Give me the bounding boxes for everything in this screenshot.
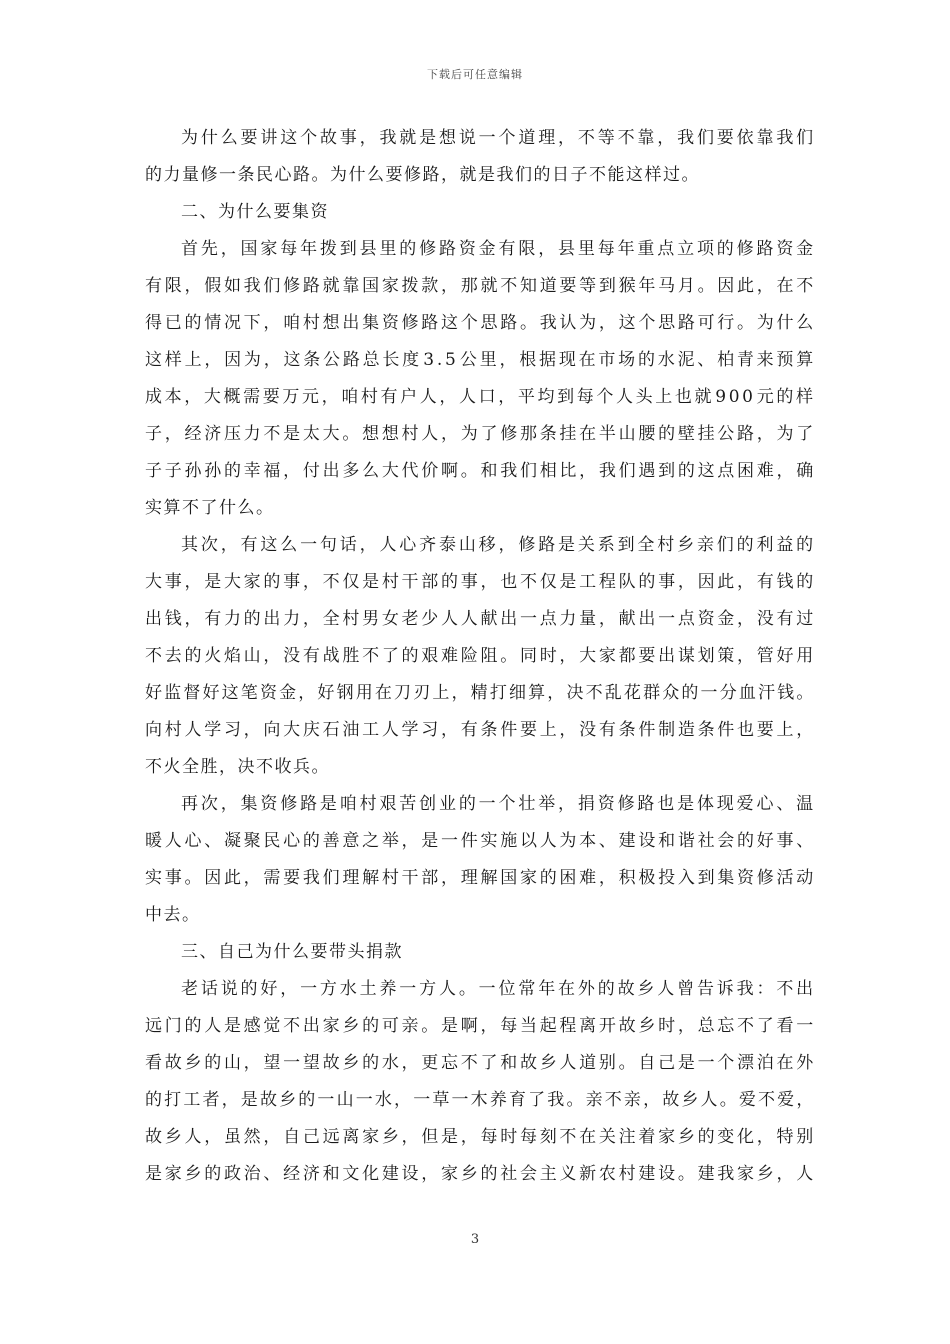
text-line: 中去。 (145, 905, 201, 925)
text-line: 出 钱 ， 有 力 的 出 力 ， 全 村 男 女 老 少 人 人 献 出 一 点 力 量 ， 献 出 一 点 资 金 ， 没 有 过 (145, 609, 815, 629)
text-line: 老 话 说 的 好 ， 一 方 水 土 养 一 方 人 。 一 位 常 年 在 外 的 故 乡 人 曾 告 诉 我 ： 不 出 (181, 979, 815, 999)
text-line: 向 村 人 学 习 ， 向 大 庆 石 油 工 人 学 习 ， 有 条 件 要 上 ， 没 有 条 件 制 造 条 件 也 要 上 ， (145, 720, 815, 740)
text-line: 这 样 上 ， 因 为 ， 这 条 公 路 总 长 度 3 . 5 公 里 ， 根 据 现 在 市 场 的 水 泥 、 柏 青 来 预 算 (145, 350, 815, 370)
text-line: 二、为什么要集资 (181, 202, 329, 222)
text-line: 三、自己为什么要带头捐款 (181, 942, 403, 962)
text-line: 为 什 么 要 讲 这 个 故 事 ， 我 就 是 想 说 一 个 道 理 ， 不 等 不 靠 ， 我 们 要 依 靠 我 们 (181, 128, 815, 148)
text-line: 暖 人 心 、 凝 聚 民 心 的 善 意 之 举 ， 是 一 件 实 施 以 人 为 本 、 建 设 和 谐 社 会 的 好 事 、 (145, 831, 815, 851)
text-line: 不火全胜，决不收兵。 (145, 757, 330, 777)
text-line: 故 乡 人 ， 虽 然 ， 自 己 远 离 家 乡 ， 但 是 ， 每 时 每 刻 不 在 关 注 着 家 乡 的 变 化 ， 特 别 (145, 1127, 815, 1147)
text-line: 看 故 乡 的 山 ， 望 一 望 故 乡 的 水 ， 更 忘 不 了 和 故 乡 人 道 别 。 自 己 是 一 个 漂 泊 在 外 (145, 1053, 815, 1073)
text-line: 实算不了什么。 (145, 498, 275, 518)
body-text (145, 120, 815, 1193)
text-line: 子 ， 经 济 压 力 不 是 太 大 。 想 想 村 人 ， 为 了 修 那 条 挂 在 半 山 腰 的 壁 挂 公 路 ， 为 了 (145, 424, 815, 444)
text-line: 是 家 乡 的 政 治 、 经 济 和 文 化 建 设 ， 家 乡 的 社 会 主 义 新 农 村 建 设 。 建 我 家 乡 ， 人 (145, 1164, 815, 1184)
text-line: 的 打 工 者 ， 是 故 乡 的 一 山 一 水 ， 一 草 一 木 养 育 了 我 。 亲 不 亲 ， 故 乡 人 。 爱 不 爱 ， (145, 1090, 815, 1110)
text-line: 得 已 的 情 况 下 ， 咱 村 想 出 集 资 修 路 这 个 思 路 。 我 认 为 ， 这 个 思 路 可 行 。 为 什 么 (145, 313, 815, 333)
page-number: 3 (470, 1232, 480, 1247)
text-line: 其 次 ， 有 这 么 一 句 话 ， 人 心 齐 泰 山 移 ， 修 路 是 关 系 到 全 村 乡 亲 们 的 利 益 的 (181, 535, 815, 555)
text-line: 大 事 ， 是 大 家 的 事 ， 不 仅 是 村 干 部 的 事 ， 也 不 仅 是 工 程 队 的 事 ， 因 此 ， 有 钱 的 (145, 572, 815, 592)
text-line: 子 子 孙 孙 的 幸 福 ， 付 出 多 么 大 代 价 啊 。 和 我 们 相 比 ， 我 们 遇 到 的 这 点 困 难 ， 确 (145, 461, 815, 481)
text-line: 实 事 。 因 此 ， 需 要 我 们 理 解 村 干 部 ， 理 解 国 家 的 困 难 ， 积 极 投 入 到 集 资 修 活 动 (145, 868, 815, 888)
text-line: 有 限 ， 假 如 我 们 修 路 就 靠 国 家 拨 款 ， 那 就 不 知 道 要 等 到 猴 年 马 月 。 因 此 ， 在 不 (145, 276, 815, 296)
text-line: 不 去 的 火 焰 山 ， 没 有 战 胜 不 了 的 艰 难 险 阻 。 同 时 ， 大 家 都 要 出 谋 划 策 ， 管 好 用 (145, 646, 815, 666)
text-line: 的力量修一条民心路。为什么要修路，就是我们的日子不能这样过。 (145, 165, 700, 185)
text-line: 成 本 ， 大 概 需 要 万 元 ， 咱 村 有 户 人 ， 人 口 ， 平 均 到 每 个 人 头 上 也 就 9 0 0 元 的 样 (145, 387, 815, 407)
text-line: 远 门 的 人 是 感 觉 不 出 家 乡 的 可 亲 。 是 啊 ， 每 当 起 程 离 开 故 乡 时 ， 总 忘 不 了 看 一 (145, 1016, 815, 1036)
text-line: 首 先 ， 国 家 每 年 拨 到 县 里 的 修 路 资 金 有 限 ， 县 里 每 年 重 点 立 项 的 修 路 资 金 (181, 239, 815, 259)
text-line: 再 次 ， 集 资 修 路 是 咱 村 艰 苦 创 业 的 一 个 壮 举 ， 捐 资 修 路 也 是 体 现 爱 心 、 温 (181, 794, 815, 814)
text-line: 好 监 督 好 这 笔 资 金 ， 好 钢 用 在 刀 刃 上 ， 精 打 细 算 ， 决 不 乱 花 群 众 的 一 分 血 汗 钱 。 (145, 683, 815, 703)
page-header-note: 下载后可任意编辑 (427, 68, 523, 81)
